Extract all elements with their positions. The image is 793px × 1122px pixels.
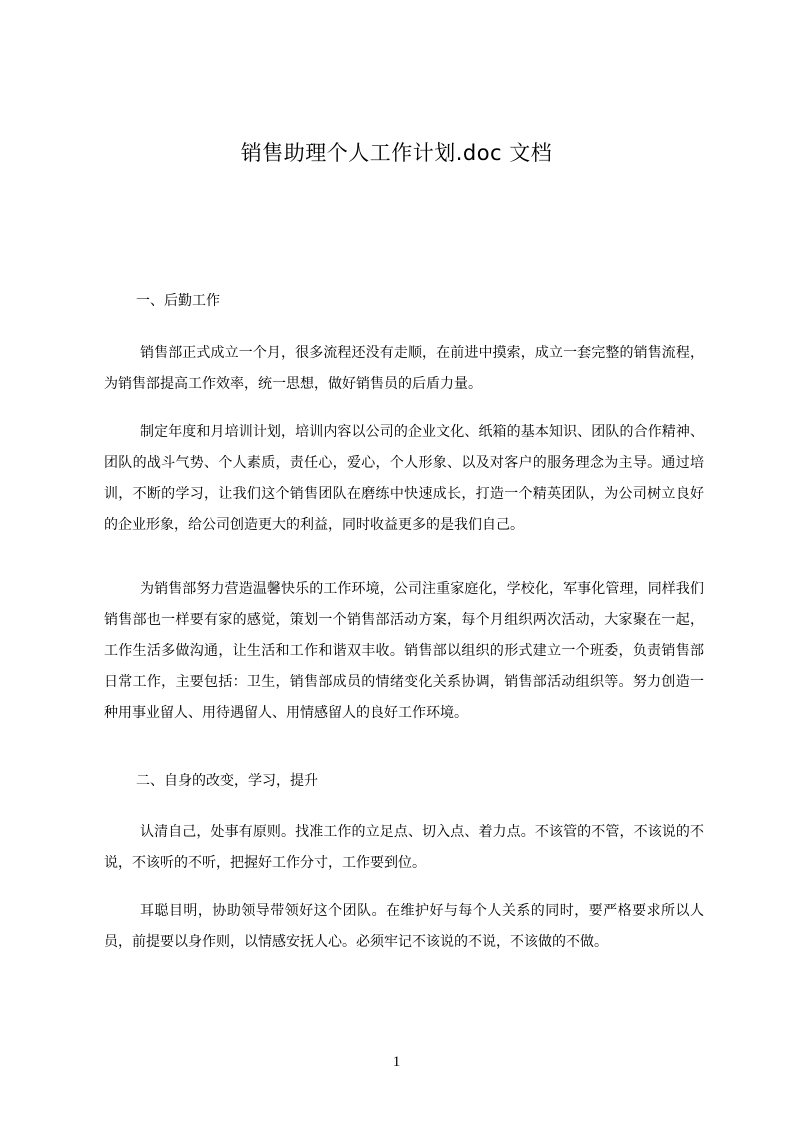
section-heading-self-improvement: 二、自身的改变，学习，提升 bbox=[136, 773, 318, 789]
page-number: 1 bbox=[392, 1054, 401, 1070]
paragraph-text: 销售部正式成立一个月，很多流程还没有走顺，在前进中摸索，成立一套完整的销售流程，为销售部提高工作效率，统一思想，做好销售员的后盾力量。 bbox=[104, 345, 704, 392]
paragraph-2 bbox=[104, 417, 704, 541]
paragraph-3 bbox=[104, 574, 704, 729]
paragraph-text: 制定年度和月培训计划，培训内容以公司的企业文化、纸箱的基本知识、团队的合作精神、团队的战斗气势、个人素质，责任心，爱心，个人形象、以及对客户的服务理念为主导。通过培训，不断的学习，让我们这个销售团队在磨练中快速成长，打造一个精英团队，为公司树立良好的企业形象，给公司创造更大的利益，同时收益更多的是我们自己。 bbox=[104, 424, 704, 533]
paragraph-5 bbox=[104, 896, 704, 958]
paragraph-1 bbox=[104, 338, 704, 400]
document-title: 销售助理个人工作计划.doc 文档 bbox=[240, 141, 553, 165]
section-heading-logistics: 一、后勤工作 bbox=[136, 293, 220, 309]
paragraph-text: 认清自己，处事有原则。找准工作的立足点、切入点、着力点。不该管的不管，不该说的不说，不该听的不听，把握好工作分寸，工作要到位。 bbox=[104, 824, 704, 871]
paragraph-text: 耳聪目明，协助领导带领好这个团队。在维护好与每个人关系的同时，要严格要求所以人员，前提要以身作则，以情感安抚人心。必须牢记不该说的不说，不该做的不做。 bbox=[104, 903, 704, 950]
paragraph-text: 为销售部努力营造温馨快乐的工作环境，公司注重家庭化，学校化，军事化管理，同样我们销售部也一样要有家的感觉，策划一个销售部活动方案，每个月组织两次活动，大家聚在一起，工作生活多做沟通，让生活和工作和谐双丰收。销售部以组织的形式建立一个班委，负责销售部日常工作，主要包括：卫生，销售部成员的情绪变化关系协调，销售部活动组织等。努力创造一种用事业留人、用待遇留人、用情感留人的良好工作环境。 bbox=[104, 581, 704, 721]
paragraph-4 bbox=[104, 817, 704, 879]
